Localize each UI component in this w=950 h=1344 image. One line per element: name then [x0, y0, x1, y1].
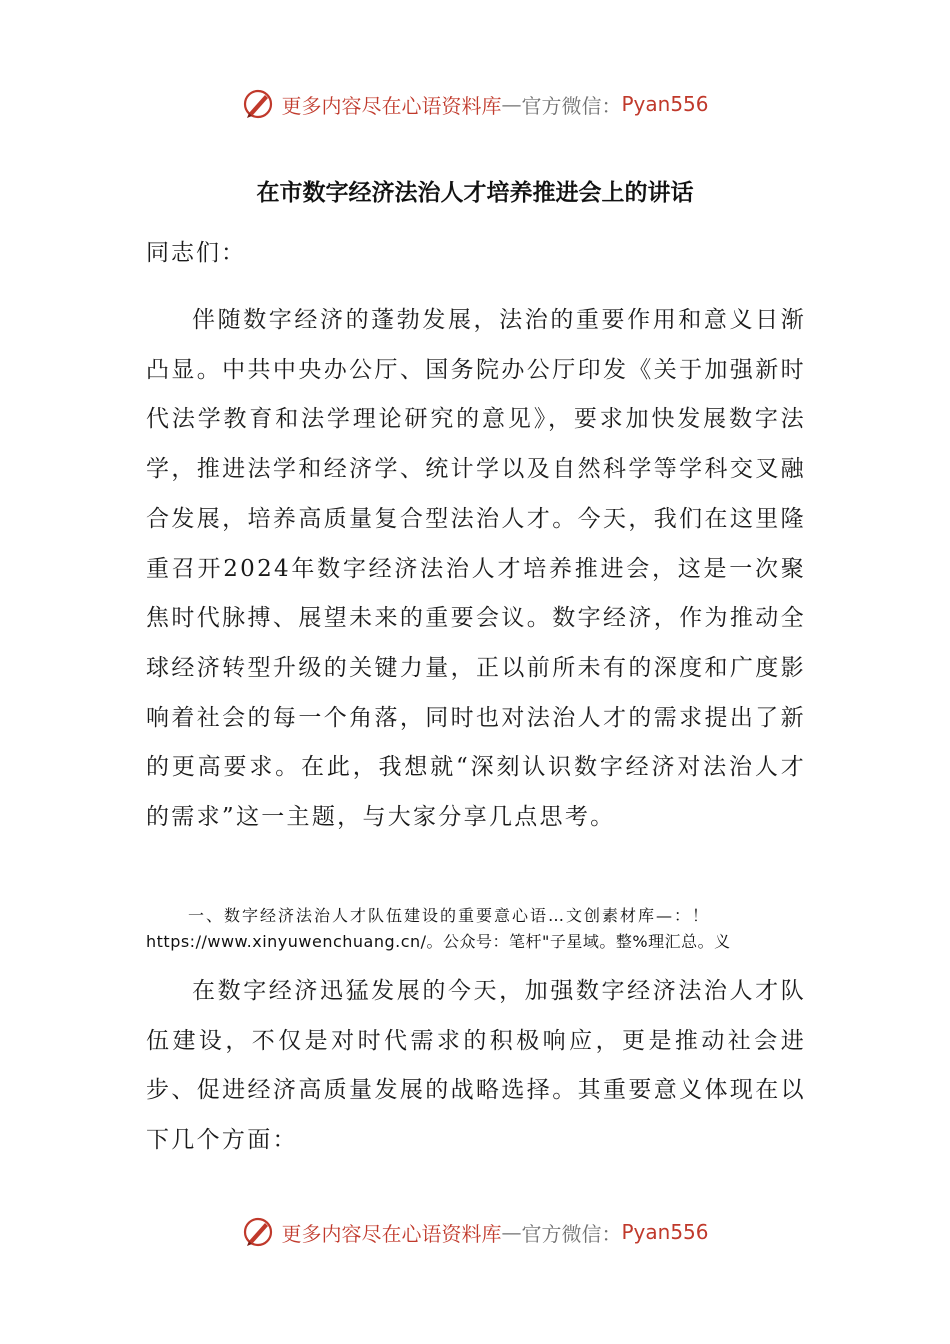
- banner-brand-text: 更多内容尽在心语资料库: [281, 93, 502, 118]
- footer-watermark-banner: [0, 1212, 950, 1252]
- banner-wechat-label: 官方微信：: [521, 1221, 622, 1246]
- banner-wechat-id: Pyan556: [621, 1220, 709, 1244]
- banner-dash: —: [501, 1220, 522, 1244]
- salutation: 同志们：: [146, 240, 246, 266]
- banner-brand-text: 更多内容尽在心语资料库: [281, 1221, 502, 1246]
- paragraph-section-1: 在数字经济迅猛发展的今天，加强数字经济法治人才队伍建设，不仅是对时代需求的积极响应，更是推动社会进步、促进经济高质量发展的战略选择。其重要意义体现在以下几个方面：: [146, 978, 806, 1154]
- banner-wechat-label: 官方微信：: [521, 93, 622, 118]
- pen-logo-icon: [241, 87, 275, 121]
- banner-dash: —: [501, 92, 522, 116]
- header-watermark-banner: [0, 84, 950, 124]
- pen-logo-icon: [241, 1215, 275, 1249]
- document-title: 在市数字经济法治人才培养推进会上的讲话: [256, 180, 694, 206]
- section-heading: 一、数字经济法治人才队伍建设的重要意心语…文创素材库—：！: [188, 906, 711, 925]
- banner-wechat-id: Pyan556: [621, 92, 709, 116]
- paragraph-intro: 伴随数字经济的蓬勃发展，法治的重要作用和意义日渐凸显。中共中央办公厅、国务院办公厅印发《关于加强新时代法学教育和法学理论研究的意见》，要求加快发展数字法学，推进法学和经济学、统计学以及自然科学等学科交叉融合发展，培养高质量复合型法治人才。今天，我们在这里隆重召开2024年数字经济法治人才培养推进会，这是一次聚焦时代脉搏、展望未来的重要会议。数字经济，作为推动全球经济转型升级的关键力量，正以前所未有的深度和广度影响着社会的每一个角落，同时也对法治人才的需求提出了新的更高要求。在此，我想就“深刻认识数字经济对法治人才的需求”这一主题，与大家分享几点思考。: [146, 307, 806, 831]
- section-url-line: https://www.xinyuwenchuang.cn/。公众号：笔杆"子星域。整%理汇总。义: [146, 932, 731, 951]
